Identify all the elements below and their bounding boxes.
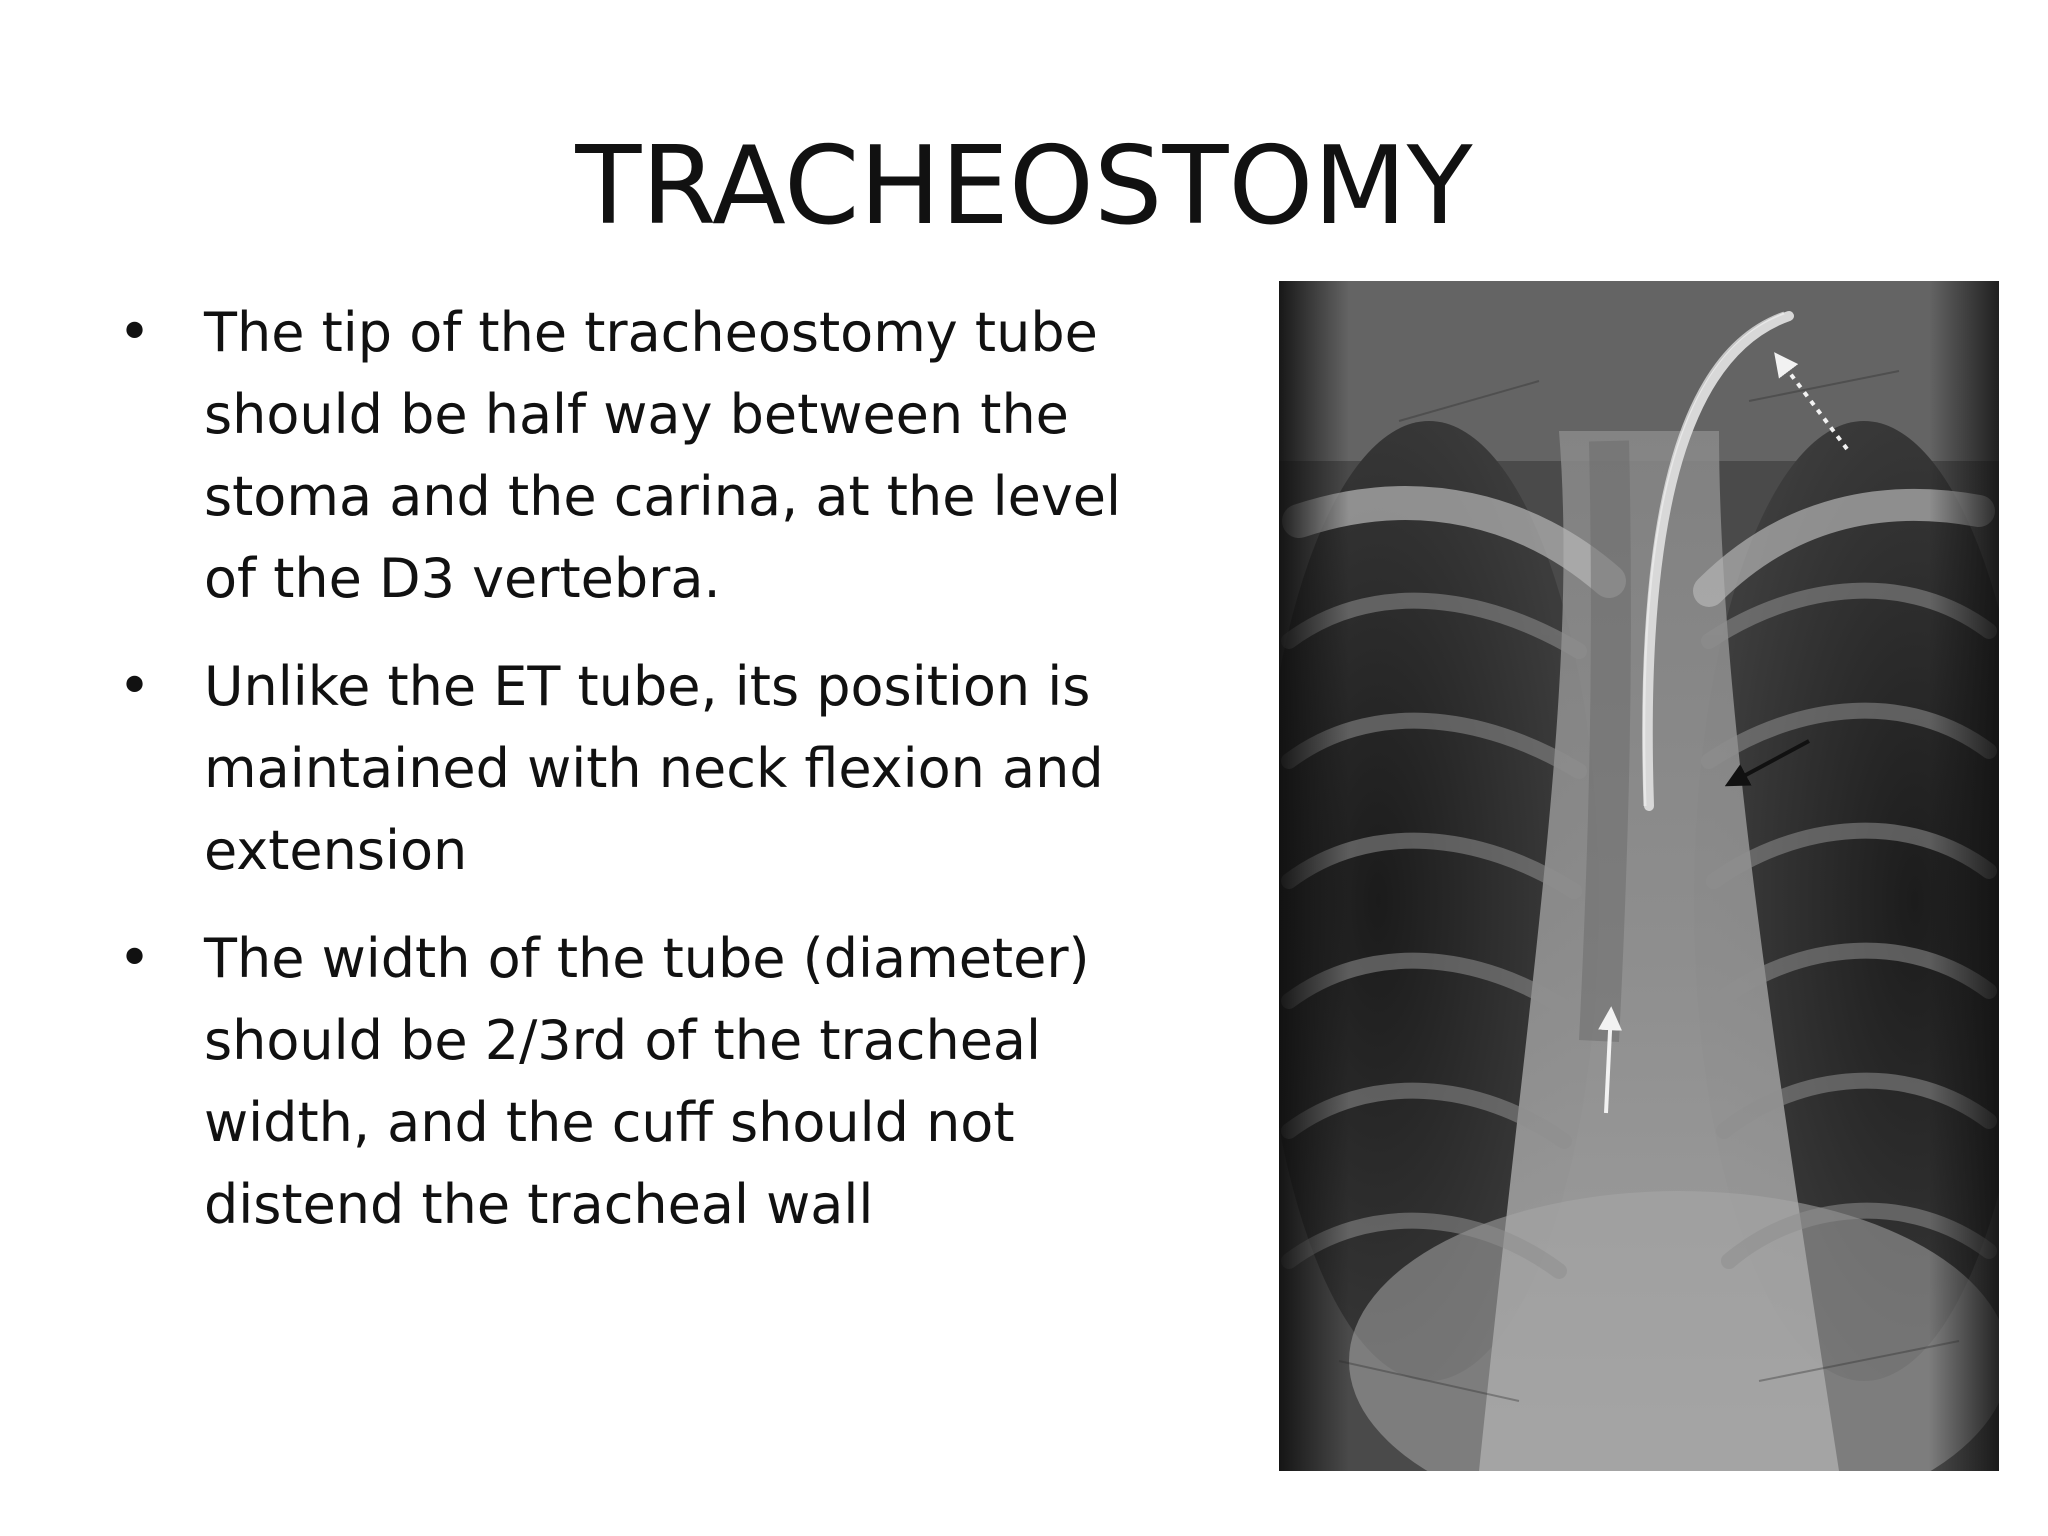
- bullet-item-1: [118, 292, 1178, 620]
- bullet-text-3: The width of the tube (diameter) should be 2/3rd of the tracheal width, and the cuff should not distend the tracheal wall: [204, 927, 1090, 1236]
- bullet-list: [118, 292, 1178, 1272]
- bullet-text-1: The tip of the tracheostomy tube should be half way between the stoma and the carina, at the level of the D3 vertebra.: [204, 301, 1121, 610]
- slide-title: TRACHEOSTOMY: [575, 124, 1473, 249]
- bullet-icon: •: [118, 300, 152, 365]
- bullet-item-3: [118, 918, 1178, 1246]
- bullet-item-2: [118, 646, 1178, 892]
- bullet-icon: •: [118, 926, 152, 991]
- bullet-text-2: Unlike the ET tube, its position is maintained with neck flexion and extension: [204, 655, 1104, 882]
- chest-xray-image: [1279, 281, 1999, 1471]
- bullet-icon: •: [118, 654, 152, 719]
- chest-xray-graphic: [1279, 281, 1999, 1471]
